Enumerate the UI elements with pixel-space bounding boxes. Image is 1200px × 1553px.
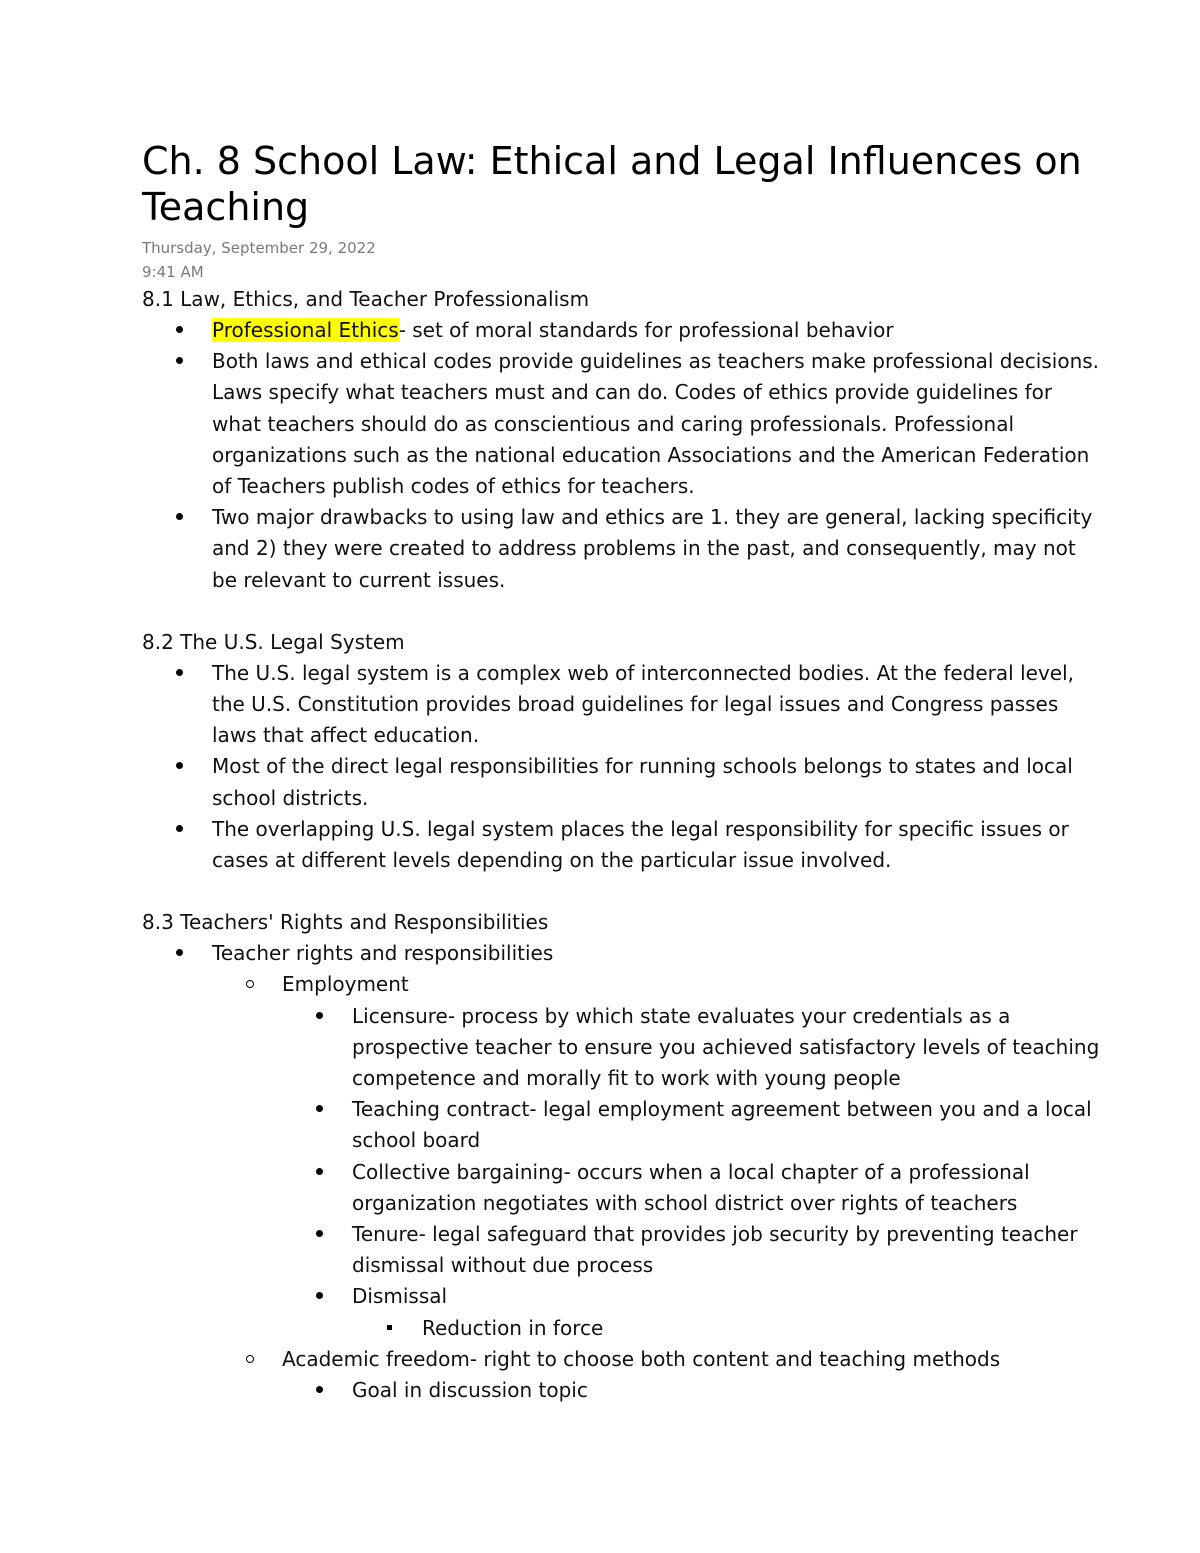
sub-sub-list (212, 1001, 1102, 1344)
list-item (282, 1001, 1102, 1095)
note-date: Thursday, September 29, 2022 (142, 239, 376, 257)
sub-sub-list (212, 1375, 1102, 1406)
list-item-text: Both laws and ethical codes provide guidelines as teachers make professional decisions. Laws specify what teachers must and can do. Codes of ethics provide guidelines for what teachers should do as conscientious and caring professionals. Professional organizations such as the national education Associations and the American Federation of Teachers publish codes of ethics for teachers. (212, 349, 1100, 499)
note-time: 9:41 AM (142, 263, 204, 281)
list-item-text: Tenure- legal safeguard that provides job security by preventing teacher dismissal without due process (352, 1222, 1078, 1278)
list-item-text: Reduction in force (422, 1315, 604, 1340)
section-heading: 8.3 Teachers' Rights and Responsibilities (142, 910, 549, 935)
list-item-text: Employment (282, 972, 409, 997)
list-item-text: Two major drawbacks to using law and ethics are 1. they are general, lacking specificity and 2) they were created to address problems in the past, and consequently, may not be relevant to current issues. (212, 505, 1093, 592)
list-item-text: - set of moral standards for professional behavior (398, 318, 894, 342)
list-item (142, 938, 1102, 1406)
section-8-3 (142, 907, 1102, 1406)
bullet-list (142, 938, 1102, 1406)
list-item-text: Dismissal (352, 1284, 448, 1309)
section-heading: 8.1 Law, Ethics, and Teacher Professionalism (142, 287, 590, 311)
list-item (282, 1094, 1102, 1156)
list-item (352, 1313, 1102, 1344)
list-item (282, 1157, 1102, 1219)
list-item (212, 1344, 1102, 1406)
list-item-text: Collective bargaining- occurs when a local chapter of a professional organization negotiates with school district over rights of teachers (352, 1159, 1030, 1215)
page-title: Ch. 8 School Law: Ethical and Legal Influences on Teaching (142, 139, 1082, 229)
list-item-text: Most of the direct legal responsibilities for running schools belongs to states and local school districts. (212, 754, 1073, 810)
list-item-text: The U.S. legal system is a complex web of interconnected bodies. At the federal level, the U.S. Constitution provides broad guidelines for legal issues and Congress passes laws that affect education. (212, 660, 1074, 748)
list-item-text: Teaching contract- legal employment agreement between you and a local school board (352, 1097, 1092, 1153)
list-item (142, 658, 1102, 752)
list-item (142, 315, 1102, 346)
list-item-text: Academic freedom- right to choose both content and teaching methods (282, 1346, 1001, 1371)
list-item-text: Teacher rights and responsibilities (212, 941, 554, 966)
list-item (282, 1375, 1102, 1406)
list-item-text: Licensure- process by which state evaluates your credentials as a prospective teacher to ensure you achieved satisfactory levels of teaching competence and morally fit to work with young people (352, 1003, 1100, 1091)
note-page (142, 138, 1102, 1406)
section-8-1 (142, 284, 1102, 596)
bullet-list (142, 315, 1102, 596)
highlighted-term: Professional Ethics (212, 318, 399, 342)
section-heading: 8.2 The U.S. Legal System (142, 629, 405, 654)
list-item-text: The overlapping U.S. legal system places the legal responsibility for specific issues or cases at different levels depending on the particular issue involved. (212, 816, 1069, 873)
list-item (212, 969, 1102, 1343)
list-item (142, 814, 1102, 876)
list-item (142, 502, 1102, 596)
section-8-2 (142, 627, 1102, 876)
list-item-text: Goal in discussion topic (352, 1378, 588, 1403)
list-item (282, 1219, 1102, 1281)
list-item (142, 751, 1102, 813)
bullet-list (142, 658, 1102, 876)
sub-list (142, 969, 1102, 1406)
list-item (142, 346, 1102, 502)
sub-sub-sub-list (282, 1313, 1102, 1344)
list-item (282, 1281, 1102, 1343)
